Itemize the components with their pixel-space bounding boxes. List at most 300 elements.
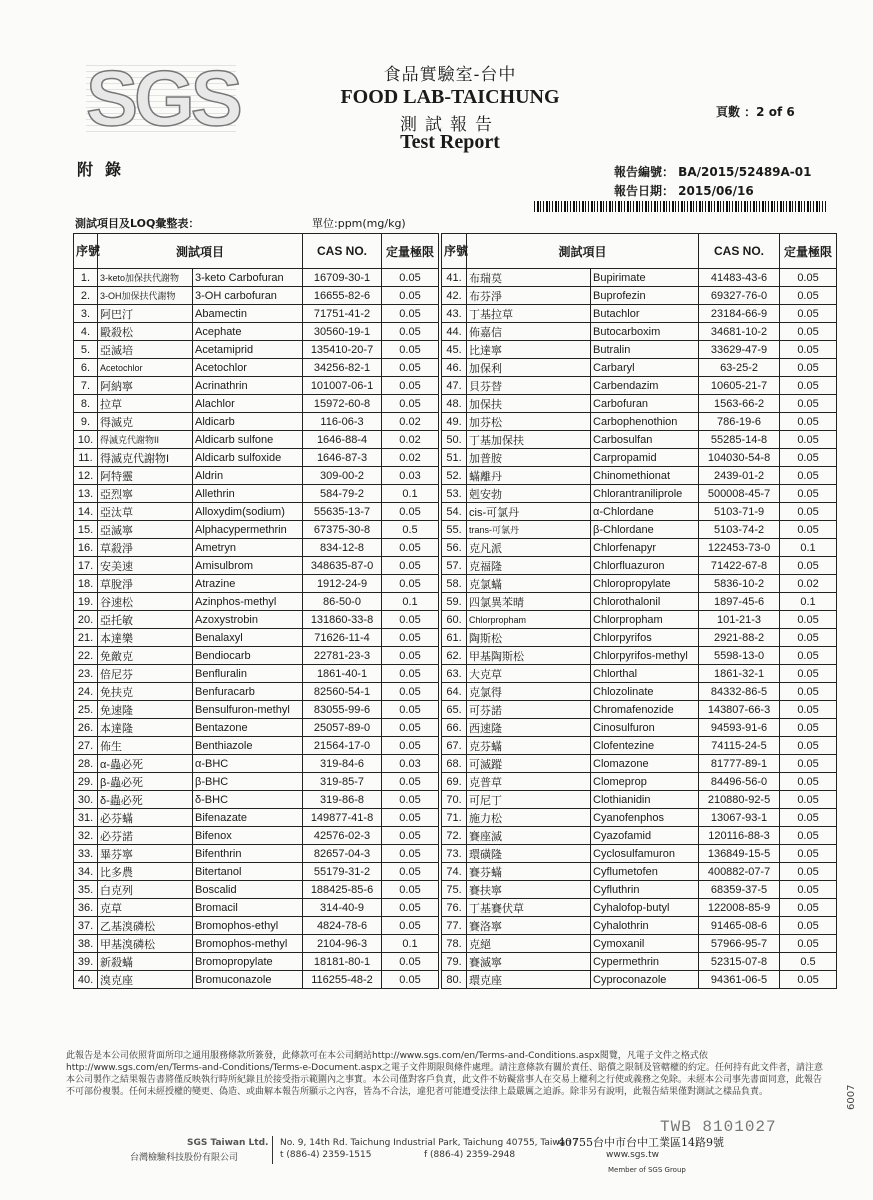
row-number: 24.: [74, 683, 98, 701]
item-name-cn: 亞汰草: [98, 503, 193, 521]
loq-value: 0.05: [382, 791, 439, 809]
item-name-en: 3-OH carbofuran: [193, 287, 303, 305]
row-number: 80.: [442, 971, 467, 989]
item-name-en: Bensulfuron-methyl: [193, 701, 303, 719]
table-row: [74, 593, 837, 611]
table-row: [74, 827, 837, 845]
row-number: 62.: [442, 647, 467, 665]
row-number: 4.: [74, 323, 98, 341]
item-name-en: Aldicarb sulfone: [193, 431, 303, 449]
item-name-en: Bupirimate: [591, 269, 699, 287]
cas-number: 94361-06-5: [699, 971, 780, 989]
item-name-en: Butocarboxim: [591, 323, 699, 341]
table-row: [74, 431, 837, 449]
item-name-cn: 丁基賽伏草: [467, 899, 591, 917]
row-number: 27.: [74, 737, 98, 755]
cas-number: 786-19-6: [699, 413, 780, 431]
table-row: [74, 881, 837, 899]
cas-number: 5103-74-2: [699, 521, 780, 539]
cas-number: 71626-11-4: [303, 629, 382, 647]
row-number: 58.: [442, 575, 467, 593]
loq-value: 0.05: [382, 863, 439, 881]
item-name-cn: 克普草: [467, 773, 591, 791]
loq-value: 0.05: [382, 665, 439, 683]
table-row: [74, 521, 837, 539]
report-title-en: Test Report: [400, 131, 500, 153]
loq-value: 0.05: [780, 971, 837, 989]
cas-number: 81777-89-1: [699, 755, 780, 773]
item-name-cn: 免扶克: [98, 683, 193, 701]
table-row: [74, 377, 837, 395]
row-number: 10.: [74, 431, 98, 449]
table-row: [74, 575, 837, 593]
row-number: 17.: [74, 557, 98, 575]
row-number: 69.: [442, 773, 467, 791]
item-name-en: Chromafenozide: [591, 701, 699, 719]
row-number: 11.: [74, 449, 98, 467]
item-name-cn: 克芬蟎: [467, 737, 591, 755]
loq-value: 0.05: [382, 845, 439, 863]
table-row: [74, 503, 837, 521]
cas-number: 71751-41-2: [303, 305, 382, 323]
loq-value: 0.05: [382, 575, 439, 593]
item-name-en: α-Chlordane: [591, 503, 699, 521]
table-row: [74, 737, 837, 755]
item-name-en: Cinosulfuron: [591, 719, 699, 737]
item-name-en: Bromuconazole: [193, 971, 303, 989]
item-name-cn: 阿巴汀: [98, 305, 193, 323]
item-name-cn: 乙基溴磷松: [98, 917, 193, 935]
cas-number: 136849-15-5: [699, 845, 780, 863]
table-row: [74, 863, 837, 881]
cas-number: 319-84-6: [303, 755, 382, 773]
item-name-cn: 加保利: [467, 359, 591, 377]
item-name-cn: 亞滅寧: [98, 521, 193, 539]
cas-number: 210880-92-5: [699, 791, 780, 809]
cas-number: 74115-24-5: [699, 737, 780, 755]
table-row: [74, 845, 837, 863]
cas-number: 23184-66-9: [699, 305, 780, 323]
loq-value: 0.05: [780, 629, 837, 647]
item-name-cn: 加普胺: [467, 449, 591, 467]
item-name-en: Chlorpropham: [591, 611, 699, 629]
row-number: 1.: [74, 269, 98, 287]
row-number: 12.: [74, 467, 98, 485]
table-row: [74, 809, 837, 827]
cas-number: 94593-91-6: [699, 719, 780, 737]
item-name-cn: 克草: [98, 899, 193, 917]
item-name-cn: 亞烈寧: [98, 485, 193, 503]
cas-number: 104030-54-8: [699, 449, 780, 467]
company-address: No. 9, 14th Rd. Taichung Industrial Park, Taichung 40755, Taiwan /: [280, 1138, 577, 1148]
loq-value: 0.05: [780, 611, 837, 629]
item-name-en: α-BHC: [193, 755, 303, 773]
item-name-en: Bifenazate: [193, 809, 303, 827]
table-row: [74, 755, 837, 773]
item-name-en: Bitertanol: [193, 863, 303, 881]
cas-number: 52315-07-8: [699, 953, 780, 971]
item-name-cn: cis-可氯丹: [467, 503, 591, 521]
table-row: [74, 305, 837, 323]
loq-value: 0.05: [780, 809, 837, 827]
loq-header: 定量極限: [780, 234, 837, 269]
twb-serial: TWB 8101027: [660, 1118, 777, 1136]
cas-number: 143807-66-3: [699, 701, 780, 719]
cas-number: 84496-56-0: [699, 773, 780, 791]
item-name-cn: trans-可氯丹: [467, 521, 591, 539]
cas-number: 34256-82-1: [303, 359, 382, 377]
item-name-cn: 得滅克代謝物II: [98, 431, 193, 449]
cas-number: 33629-47-9: [699, 341, 780, 359]
loq-value: 0.05: [382, 881, 439, 899]
loq-value: 0.05: [780, 845, 837, 863]
row-number: 54.: [442, 503, 467, 521]
row-number: 38.: [74, 935, 98, 953]
item-name-en: Amisulbrom: [193, 557, 303, 575]
cas-number: 34681-10-2: [699, 323, 780, 341]
row-number: 41.: [442, 269, 467, 287]
cas-number: 21564-17-0: [303, 737, 382, 755]
table-row: [74, 395, 837, 413]
row-number: 61.: [442, 629, 467, 647]
table-header-row: [74, 234, 837, 269]
row-number: 28.: [74, 755, 98, 773]
table-row: [74, 359, 837, 377]
item-name-en: 3-keto Carbofuran: [193, 269, 303, 287]
cas-number: 1897-45-6: [699, 593, 780, 611]
item-name-cn: 克氯得: [467, 683, 591, 701]
loq-value: 0.05: [780, 647, 837, 665]
item-name-cn: 賽滅寧: [467, 953, 591, 971]
loq-value: 0.05: [780, 431, 837, 449]
cas-number: 68359-37-5: [699, 881, 780, 899]
cas-number: 319-86-8: [303, 791, 382, 809]
loq-value: 0.05: [382, 557, 439, 575]
row-number: 39.: [74, 953, 98, 971]
item-name-cn: 布瑞莫: [467, 269, 591, 287]
item-name-cn: 環克座: [467, 971, 591, 989]
item-name-en: Azoxystrobin: [193, 611, 303, 629]
item-name-en: Alphacypermethrin: [193, 521, 303, 539]
cas-number: 4824-78-6: [303, 917, 382, 935]
appendix-heading: 附錄: [77, 160, 134, 179]
company-website[interactable]: www.sgs.tw: [606, 1150, 659, 1160]
item-name-en: Abamectin: [193, 305, 303, 323]
loq-value: 0.05: [780, 917, 837, 935]
row-number: 29.: [74, 773, 98, 791]
item-name-cn: α-蟲必死: [98, 755, 193, 773]
cas-number: 188425-85-6: [303, 881, 382, 899]
item-name-cn: 阿特靈: [98, 467, 193, 485]
loq-value: 0.03: [382, 755, 439, 773]
loq-value: 0.05: [382, 269, 439, 287]
cas-number: 10605-21-7: [699, 377, 780, 395]
side-number: 6007: [846, 1084, 857, 1110]
loq-value: 0.05: [780, 791, 837, 809]
row-number: 53.: [442, 485, 467, 503]
row-number: 56.: [442, 539, 467, 557]
cas-number: 2921-88-2: [699, 629, 780, 647]
loq-value: 0.05: [780, 899, 837, 917]
loq-value: 0.05: [780, 935, 837, 953]
loq-value: 0.1: [382, 593, 439, 611]
item-name-en: Benfluralin: [193, 665, 303, 683]
table-row: [74, 791, 837, 809]
loq-value: 0.05: [382, 611, 439, 629]
lab-title-en: FOOD LAB-TAICHUNG: [340, 86, 560, 108]
cas-number: 122008-85-9: [699, 899, 780, 917]
report-number: 報告編號： BA/2015/52489A-01: [614, 165, 812, 179]
table-row: [74, 323, 837, 341]
cas-number: 149877-41-8: [303, 809, 382, 827]
cas-number: 131860-33-8: [303, 611, 382, 629]
item-name-cn: 毆殺松: [98, 323, 193, 341]
loq-value: 0.05: [382, 539, 439, 557]
item-name-cn: 草脫淨: [98, 575, 193, 593]
item-name-en: Carpropamid: [591, 449, 699, 467]
row-number: 42.: [442, 287, 467, 305]
row-number: 20.: [74, 611, 98, 629]
item-name-en: Clomeprop: [591, 773, 699, 791]
item-name-cn: 貝芬替: [467, 377, 591, 395]
row-number: 55.: [442, 521, 467, 539]
table-title: 測試項目及LOQ彙整表：: [75, 217, 200, 230]
table-row: [74, 341, 837, 359]
item-name-en: Chinomethionat: [591, 467, 699, 485]
table-row: [74, 611, 837, 629]
item-name-en: Alachlor: [193, 395, 303, 413]
table-body: [74, 269, 837, 989]
loq-value: 0.05: [382, 629, 439, 647]
item-name-en: Cyclosulfamuron: [591, 845, 699, 863]
item-name-cn: 賽洛寧: [467, 917, 591, 935]
cas-number: 101007-06-1: [303, 377, 382, 395]
loq-value: 0.05: [382, 377, 439, 395]
item-name-cn: 必芬諾: [98, 827, 193, 845]
loq-value: 0.05: [780, 377, 837, 395]
loq-value: 0.05: [780, 341, 837, 359]
row-number: 67.: [442, 737, 467, 755]
company-phone: t (886-4) 2359-1515: [280, 1150, 372, 1160]
item-name-en: Carbaryl: [591, 359, 699, 377]
cas-number: 500008-45-7: [699, 485, 780, 503]
cas-number: 1563-66-2: [699, 395, 780, 413]
item-name-en: Clomazone: [591, 755, 699, 773]
row-number: 21.: [74, 629, 98, 647]
loq-value: 0.05: [382, 647, 439, 665]
cas-number: 63-25-2: [699, 359, 780, 377]
cas-number: 22781-23-3: [303, 647, 382, 665]
row-number: 37.: [74, 917, 98, 935]
row-number: 36.: [74, 899, 98, 917]
item-name-en: β-Chlordane: [591, 521, 699, 539]
item-name-cn: 谷速松: [98, 593, 193, 611]
item-name-cn: 克絕: [467, 935, 591, 953]
item-name-cn: 溴克座: [98, 971, 193, 989]
cas-header: CAS NO.: [303, 234, 382, 269]
row-number: 6.: [74, 359, 98, 377]
loq-value: 0.5: [780, 953, 837, 971]
item-name-cn: 賽扶寧: [467, 881, 591, 899]
item-name-cn: 比達寧: [467, 341, 591, 359]
item-name-cn: 陶斯松: [467, 629, 591, 647]
table-unit: 單位:ppm(mg/kg): [312, 217, 406, 230]
table-row: [74, 953, 837, 971]
cas-number: 86-50-0: [303, 593, 382, 611]
cas-number: 13067-93-1: [699, 809, 780, 827]
row-number: 5.: [74, 341, 98, 359]
loq-value: 0.05: [780, 665, 837, 683]
row-number: 65.: [442, 701, 467, 719]
cas-number: 319-85-7: [303, 773, 382, 791]
loq-value: 0.1: [780, 593, 837, 611]
item-name-cn: 丁基拉草: [467, 305, 591, 323]
item-name-cn: 阿納寧: [98, 377, 193, 395]
loq-value: 0.05: [382, 503, 439, 521]
item-name-cn: 免敵克: [98, 647, 193, 665]
item-name-en: Clofentezine: [591, 737, 699, 755]
row-number: 7.: [74, 377, 98, 395]
cas-number: 42576-02-3: [303, 827, 382, 845]
loq-value: 0.05: [382, 971, 439, 989]
item-name-en: Butachlor: [591, 305, 699, 323]
loq-value: 0.02: [382, 449, 439, 467]
item-name-en: Carbofuran: [591, 395, 699, 413]
cas-number: 25057-89-0: [303, 719, 382, 737]
item-name-cn: 新殺蟎: [98, 953, 193, 971]
item-name-en: Cyanofenphos: [591, 809, 699, 827]
loq-value: 0.05: [382, 395, 439, 413]
loq-value: 0.03: [382, 467, 439, 485]
row-number: 46.: [442, 359, 467, 377]
table-row: [74, 665, 837, 683]
item-name-en: Bifenox: [193, 827, 303, 845]
item-name-cn: 賽座滅: [467, 827, 591, 845]
item-name-cn: Acetochlor: [98, 359, 193, 377]
loq-value: 0.05: [780, 395, 837, 413]
item-name-cn: 甲基溴磷松: [98, 935, 193, 953]
row-number: 34.: [74, 863, 98, 881]
loq-value: 0.05: [780, 449, 837, 467]
item-name-en: Aldicarb: [193, 413, 303, 431]
loq-value: 0.05: [780, 683, 837, 701]
row-number: 19.: [74, 593, 98, 611]
item-name-cn: 3-OH加保扶代謝物: [98, 287, 193, 305]
item-name-en: δ-BHC: [193, 791, 303, 809]
item-name-cn: 必芬蟎: [98, 809, 193, 827]
sgs-logo: SGS: [86, 54, 239, 142]
loq-value: 0.05: [382, 287, 439, 305]
loq-value: 0.05: [382, 359, 439, 377]
loq-value: 0.05: [780, 521, 837, 539]
item-name-cn: 可芬諾: [467, 701, 591, 719]
item-name-en: Bendiocarb: [193, 647, 303, 665]
row-number: 57.: [442, 557, 467, 575]
cas-number: 5598-13-0: [699, 647, 780, 665]
item-name-en: Chlorfenapyr: [591, 539, 699, 557]
row-number: 31.: [74, 809, 98, 827]
row-number: 63.: [442, 665, 467, 683]
loq-value: 0.05: [780, 287, 837, 305]
cas-number: 71422-67-8: [699, 557, 780, 575]
item-name-cn: 克福隆: [467, 557, 591, 575]
loq-value: 0.1: [382, 935, 439, 953]
table-row: [74, 647, 837, 665]
item-name-cn: 施力松: [467, 809, 591, 827]
row-number: 43.: [442, 305, 467, 323]
cas-number: 1646-88-4: [303, 431, 382, 449]
cas-number: 82657-04-3: [303, 845, 382, 863]
loq-header: 定量極限: [382, 234, 439, 269]
cas-number: 82560-54-1: [303, 683, 382, 701]
item-name-en: Allethrin: [193, 485, 303, 503]
row-number: 59.: [442, 593, 467, 611]
item-name-cn: 加芬松: [467, 413, 591, 431]
table-row: [74, 935, 837, 953]
company-address-cn: 40755台中市台中工業區14路9號: [558, 1136, 724, 1149]
loq-value: 0.05: [382, 701, 439, 719]
cas-number: 41483-43-6: [699, 269, 780, 287]
item-name-en: Bromophos-methyl: [193, 935, 303, 953]
item-name-cn: 本達隆: [98, 719, 193, 737]
cas-number: 314-40-9: [303, 899, 382, 917]
cas-number: 120116-88-3: [699, 827, 780, 845]
item-name-cn: 亞托敏: [98, 611, 193, 629]
cas-number: 91465-08-6: [699, 917, 780, 935]
row-number: 75.: [442, 881, 467, 899]
loq-value: 0.05: [780, 485, 837, 503]
row-number: 72.: [442, 827, 467, 845]
row-number: 77.: [442, 917, 467, 935]
table-row: [74, 485, 837, 503]
item-name-en: Ametryn: [193, 539, 303, 557]
row-number: 9.: [74, 413, 98, 431]
table-row: [74, 557, 837, 575]
item-name-cn: 克凡派: [467, 539, 591, 557]
loq-value: 0.05: [382, 683, 439, 701]
loq-value: 0.05: [382, 737, 439, 755]
item-name-en: Chlozolinate: [591, 683, 699, 701]
loq-value: 0.05: [382, 719, 439, 737]
cas-number: 16709-30-1: [303, 269, 382, 287]
loq-value: 0.05: [780, 503, 837, 521]
item-name-en: Cymoxanil: [591, 935, 699, 953]
company-fax: f (886-4) 2359-2948: [424, 1150, 516, 1160]
item-name-cn: β-蟲必死: [98, 773, 193, 791]
row-number: 70.: [442, 791, 467, 809]
cas-number: 55635-13-7: [303, 503, 382, 521]
loq-table: [73, 233, 837, 989]
item-name-cn: 大克草: [467, 665, 591, 683]
item-name-en: Acetochlor: [193, 359, 303, 377]
table-row: [74, 287, 837, 305]
item-name-en: Chlorothalonil: [591, 593, 699, 611]
table-row: [74, 899, 837, 917]
item-name-en: Aldrin: [193, 467, 303, 485]
cas-number: 16655-82-6: [303, 287, 382, 305]
cas-number: 55179-31-2: [303, 863, 382, 881]
loq-value: 0.05: [382, 773, 439, 791]
barcode: [534, 201, 826, 212]
row-number: 35.: [74, 881, 98, 899]
disclaimer-text: 此報告是本公司依照背面所印之通用服務條款所簽發，此條款可在本公司網站http://www.sgs.com/en/Terms-and-Conditions.aspx閱覽，凡電子文件之格式依http://www.sgs.com/en/Terms-and-Conditions/Terms-e-Document.aspx之電子文件期限與條件處理。請注意條款有關於責任、賠償之限制及管轄權的約定。任何持有此文件者，請注意本公司製作之結果報告書將僅反映執行時所紀錄且於接受指示範圍內之事實。本公司僅對客戶負責，此文件不妨礙當事人在交易上權利之行使或義務之免除。未經本公司事先書面同意，此報告不可部份複製。任何未經授權的變更、偽造、或曲解本報告所顯示之內容，皆為不合法，違犯者可能遭受法律上最嚴厲之追訴。除非另有說明，此報告結果僅對測試之樣品負責。: [66, 1051, 824, 1097]
row-number: 22.: [74, 647, 98, 665]
loq-value: 0.05: [780, 737, 837, 755]
loq-value: 0.05: [382, 953, 439, 971]
row-number: 26.: [74, 719, 98, 737]
item-name-cn: 賽芬蟎: [467, 863, 591, 881]
item-name-en: Aldicarb sulfoxide: [193, 449, 303, 467]
